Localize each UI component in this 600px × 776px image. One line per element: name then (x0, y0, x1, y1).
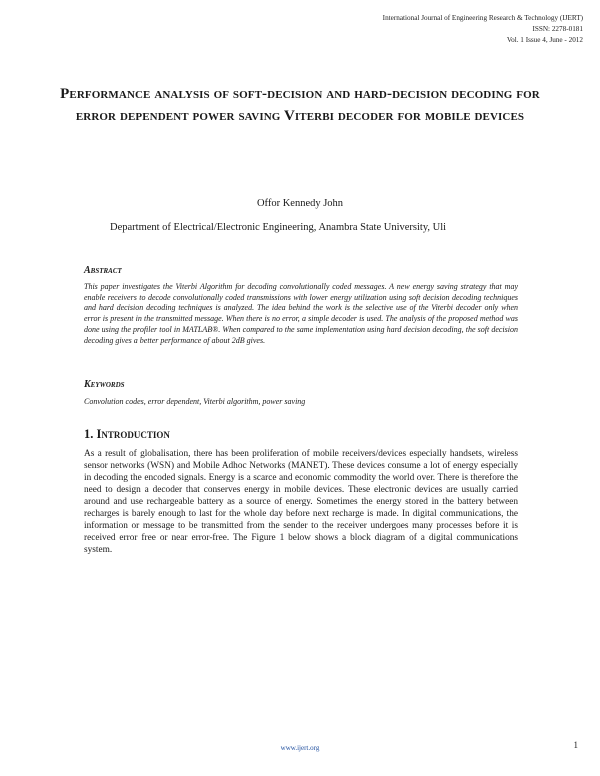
keywords-body: Convolution codes, error dependent, Viterbi algorithm, power saving (84, 397, 306, 406)
introduction-heading: 1. Introduction (84, 427, 170, 441)
journal-name: International Journal of Engineering Research & Technology (IJERT) (382, 14, 583, 22)
page-number: 1 (573, 740, 578, 750)
keywords-heading: Keywords (84, 379, 125, 390)
journal-header (383, 13, 583, 46)
footer-url-link[interactable]: www.ijert.org (280, 744, 320, 752)
journal-issn: ISSN: 2278-0181 (532, 25, 583, 33)
author-affiliation: Department of Electrical/Electronic Engineering, Anambra State University, Uli (110, 222, 447, 233)
abstract-heading: Abstract (84, 265, 122, 276)
author-name: Offor Kennedy John (256, 198, 344, 209)
abstract-body: This paper investigates the Viterbi Algorithm for decoding convolutionally coded messages. A new energy saving strategy that may enable receivers to decode convolutionally coded transmissions with lower energy utilization using soft decision decoding techniques and hard decision decoding techniques is analyzed. The idea behind the work is the selective use of the Viterbi decoder only when error is present in the transmitted message. When there is no error, a simple decoder is used. The analysis of the proposed method was done using the profiler tool in MATLAB®. When compared to the same implementation using hard decision decoding, the soft decision decoding gives a better performance of about 2dB gives. (84, 282, 518, 345)
paper-title: Performance analysis of soft-decision and hard-decision decoding for error dependent power saving Viterbi decoder for mobile devices (60, 86, 540, 124)
introduction-body: As a result of globalisation, there has been proliferation of mobile receivers/devices especially handsets, wireless sensor networks (WSN) and Mobile Adhoc Networks (MANET). These devices consume a lot of energy especially in decoding the encoded signals. Energy is a scarce and economic commodity the world over. There is therefore the need to design a decoder that conserves energy in mobile devices. These electronic devices are usually carried around and use rechargeable battery as a source of energy. Sometimes the energy stored in the battery between recharges is barely enough to last for the whole day before next recharge is made. In digital communications, the information or message to be transmitted from the sender to the receiver undergoes many processes before it is received error free or near error-free. The Figure 1 below shows a block diagram of a digital communications system. (84, 449, 518, 555)
journal-volume: Vol. 1 Issue 4, June - 2012 (506, 36, 583, 44)
